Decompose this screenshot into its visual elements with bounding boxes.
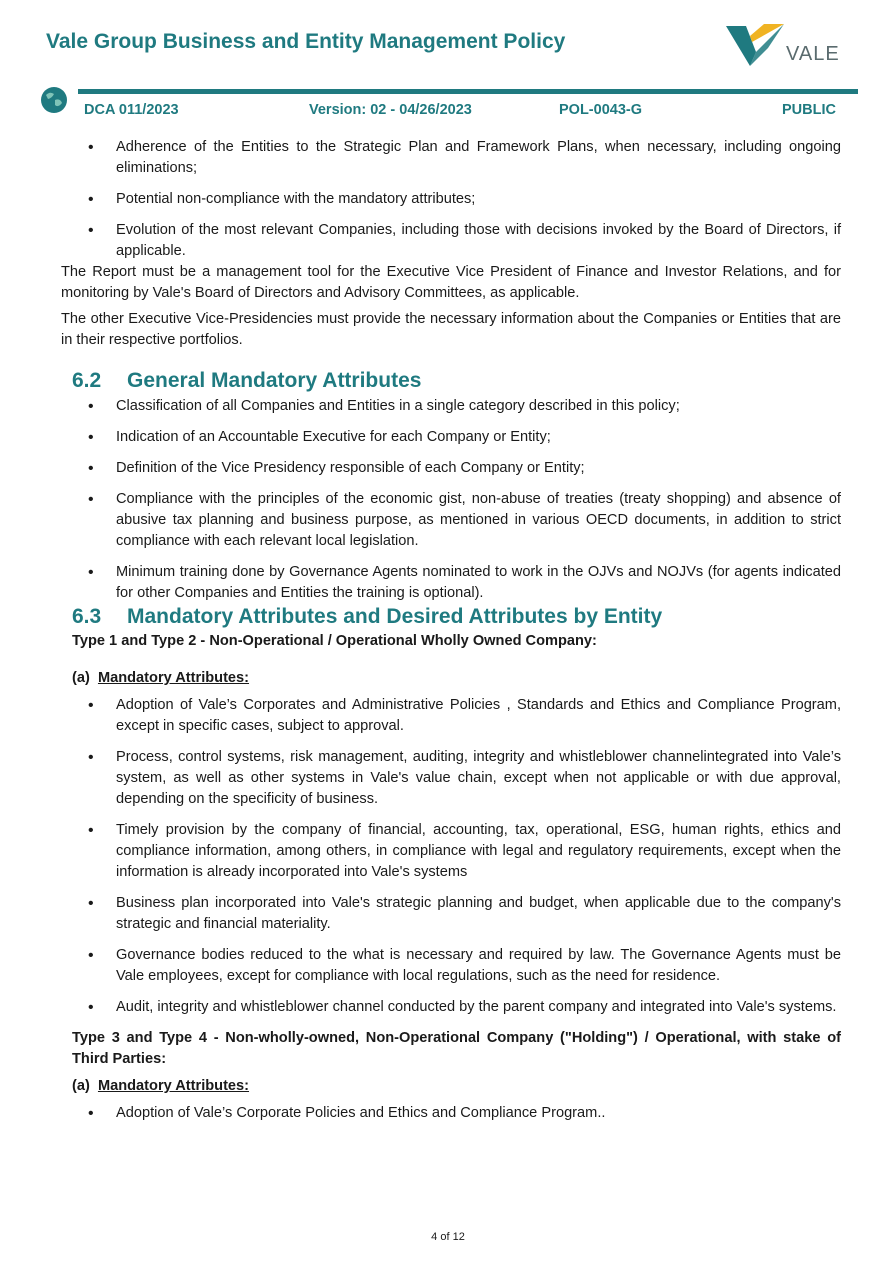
list-item: • Definition of the Vice Presidency responsible of each Company or Entity;: [61, 458, 841, 479]
general-attributes-list: [61, 396, 841, 604]
list-item: • Audit, integrity and whistleblower channel conducted by the parent company and integrated into Vale's systems.: [61, 997, 841, 1018]
intro-list: [61, 137, 841, 262]
section-heading-6-2: [61, 370, 841, 391]
logo-text: VALE: [786, 43, 840, 65]
list-item: • Adoption of Vale’s Corporates and Administrative Policies , Standards and Ethics and Compliance Program, except in specific cases, subject to approval.: [61, 695, 841, 737]
globe-icon: [40, 86, 68, 114]
policy-code: POL-0043-G: [559, 102, 642, 118]
list-item: • Process, control systems, risk management, auditing, integrity and whistleblower channelintegrated into Vale’s system, as well as other systems in Vale's value chain, except when not applicable or with due approval, depending on the specificity of business.: [61, 747, 841, 810]
type-3-4-heading: Type 3 and Type 4 - Non-wholly-owned, Non-Operational Company ("Holding") / Operational, with stake of Third Parties:: [72, 1030, 841, 1067]
document-body: [61, 137, 841, 1134]
section-title: General Mandatory Attributes: [127, 369, 422, 392]
classification: PUBLIC: [782, 102, 836, 118]
list-item: • Compliance with the principles of the economic gist, non-abuse of treaties (treaty shopping) and absence of abusive tax planning and business purpose, as mentioned in various OECD documents, in addition to strict compliance with each relevant local legislation.: [61, 489, 841, 552]
list-item: • Governance bodies reduced to the what is necessary and required by law. The Governance Agents must be Vale employees, except for compliance with local regulations, such as the need for residence.: [61, 945, 841, 987]
type-1-2-list: [61, 695, 841, 1018]
section-number: 6.3: [72, 605, 102, 628]
paragraph: The other Executive Vice-Presidencies must provide the necessary information about the Companies or Entities that are in their respective portfolios.: [61, 311, 841, 348]
list-item: • Classification of all Companies and Entities in a single category described in this policy;: [61, 396, 841, 417]
list-item: • Potential non-compliance with the mandatory attributes;: [61, 189, 841, 210]
section-number: 6.2: [72, 369, 102, 392]
list-item: • Timely provision by the company of financial, accounting, tax, operational, ESG, human rights, ethics and compliance information, among others, in compliance with legal and regulatory requirements, except when the information is already incorporated into Vale's systems: [61, 820, 841, 883]
list-item: • Business plan incorporated into Vale's strategic planning and budget, when applicable due to the company's strategic and financial materiality.: [61, 893, 841, 935]
doc-version: Version: 02 - 04/26/2023: [309, 102, 472, 118]
mandatory-attributes-heading: (a) Mandatory Attributes:: [72, 670, 250, 686]
list-item: • Evolution of the most relevant Companies, including those with decisions invoked by the Board of Directors, if applicable.: [61, 220, 841, 262]
page-number: 4 of 12: [431, 1231, 465, 1243]
list-item: • Adoption of Vale’s Corporate Policies and Ethics and Compliance Program..: [61, 1103, 841, 1124]
header-rule: [78, 89, 858, 94]
paragraph: The Report must be a management tool for the Executive Vice President of Finance and Investor Relations, and for monitoring by Vale's Board of Directors and Advisory Committees, as applicable.: [61, 264, 841, 301]
mandatory-attributes-heading: (a) Mandatory Attributes:: [72, 1078, 250, 1094]
type-3-4-list: [61, 1103, 841, 1124]
section-title: Mandatory Attributes and Desired Attributes by Entity: [127, 605, 663, 628]
list-item: • Adherence of the Entities to the Strategic Plan and Framework Plans, when necessary, including ongoing eliminations;: [61, 137, 841, 179]
list-item: • Indication of an Accountable Executive for each Company or Entity;: [61, 427, 841, 448]
section-heading-6-3: [61, 606, 841, 627]
list-item: • Minimum training done by Governance Agents nominated to work in the OJVs and NOJVs (for agents indicated for other Companies and Entities the training is optional).: [61, 562, 841, 604]
type-1-2-heading: Type 1 and Type 2 - Non-Operational / Operational Wholly Owned Company:: [72, 633, 597, 649]
vale-logo: [724, 22, 844, 70]
doc-code: DCA 011/2023: [84, 102, 179, 118]
document-title: Vale Group Business and Entity Management Policy: [46, 30, 566, 53]
